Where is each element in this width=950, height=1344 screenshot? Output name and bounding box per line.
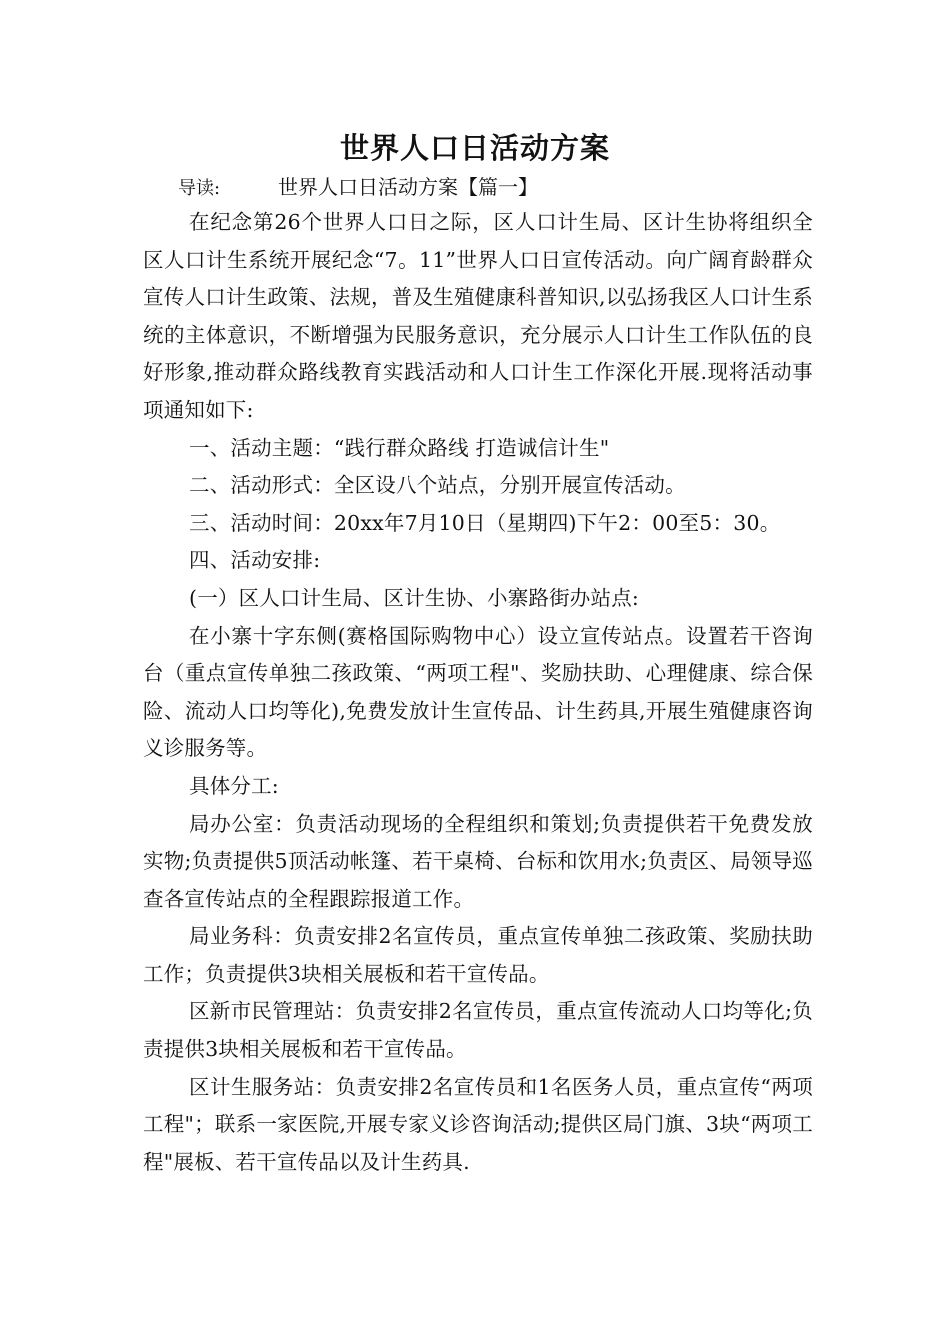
document-body bbox=[143, 204, 813, 1181]
paragraph-station-one-heading: (一）区人口计生局、区计生协、小寨路街办站点: bbox=[189, 585, 640, 610]
paragraph-service-station-duties: 区计生服务站：负责安排2名宣传员和1名医务人员，重点宣传“两项工程"；联系一家医院,开展专家义诊咨询活动;提供区局门旗、3块“两项工程"展板、若干宣传品以及计生药具. bbox=[143, 1074, 813, 1174]
paragraph-preface: 在纪念第26个世界人口日之际，区人口计生局、区计生协将组织全区人口计生系统开展纪念“7。11”世界人口日宣传活动。向广阔育龄群众宣传人口计生政策、法规，普及生殖健康科普知识,以弘扬我区人口计生系统的主体意识，不断增强为民服务意识，充分展示人口计生工作队伍的良好形象,推动群众路线教育实践活动和人口计生工作深化开展.现将活动事项通知如下: bbox=[143, 210, 813, 422]
paragraph-station-one-detail: 在小寨十字东侧(赛格国际购物中心）设立宣传站点。设置若干咨询台（重点宣传单独二孩政策、“两项工程"、奖励扶助、心理健康、综合保险、流动人口均等化),免费发放计生宣传品、计生药具,开展生殖健康咨询义诊服务等。 bbox=[143, 623, 813, 761]
paragraph-new-citizen-station-duties: 区新市民管理站：负责安排2名宣传员，重点宣传流动人口均等化;负责提供3块相关展板和若干宣传品。 bbox=[143, 999, 813, 1062]
intro-label: 导读: bbox=[178, 178, 221, 199]
paragraph-office-duties: 局办公室：负责活动现场的全程组织和策划;负责提供若干免费发放实物;负责提供5顶活动帐篷、若干桌椅、台标和饮用水;负责区、局领导巡查各宣传站点的全程跟踪报道工作。 bbox=[143, 811, 813, 911]
paragraph-time: 三、活动时间：20xx年7月10日（星期四)下午2：00至5：30。 bbox=[189, 510, 781, 535]
paragraph-division-heading: 具体分工: bbox=[189, 773, 279, 798]
paragraph-arrangement-heading: 四、活动安排: bbox=[189, 548, 321, 573]
paragraph-business-section-duties: 局业务科：负责安排2名宣传员，重点宣传单独二孩政策、奖励扶助工作；负责提供3块相关展板和若干宣传品。 bbox=[143, 924, 813, 986]
paragraph-theme: 一、活动主题：“践行群众路线 打造诚信计生" bbox=[189, 435, 610, 460]
intro-line bbox=[178, 172, 538, 202]
intro-text: 世界人口日活动方案【篇一】 bbox=[278, 175, 538, 199]
document-title: 世界人口日活动方案 bbox=[339, 131, 610, 165]
paragraph-format: 二、活动形式：全区设八个站点，分别开展宣传活动。 bbox=[189, 473, 686, 498]
